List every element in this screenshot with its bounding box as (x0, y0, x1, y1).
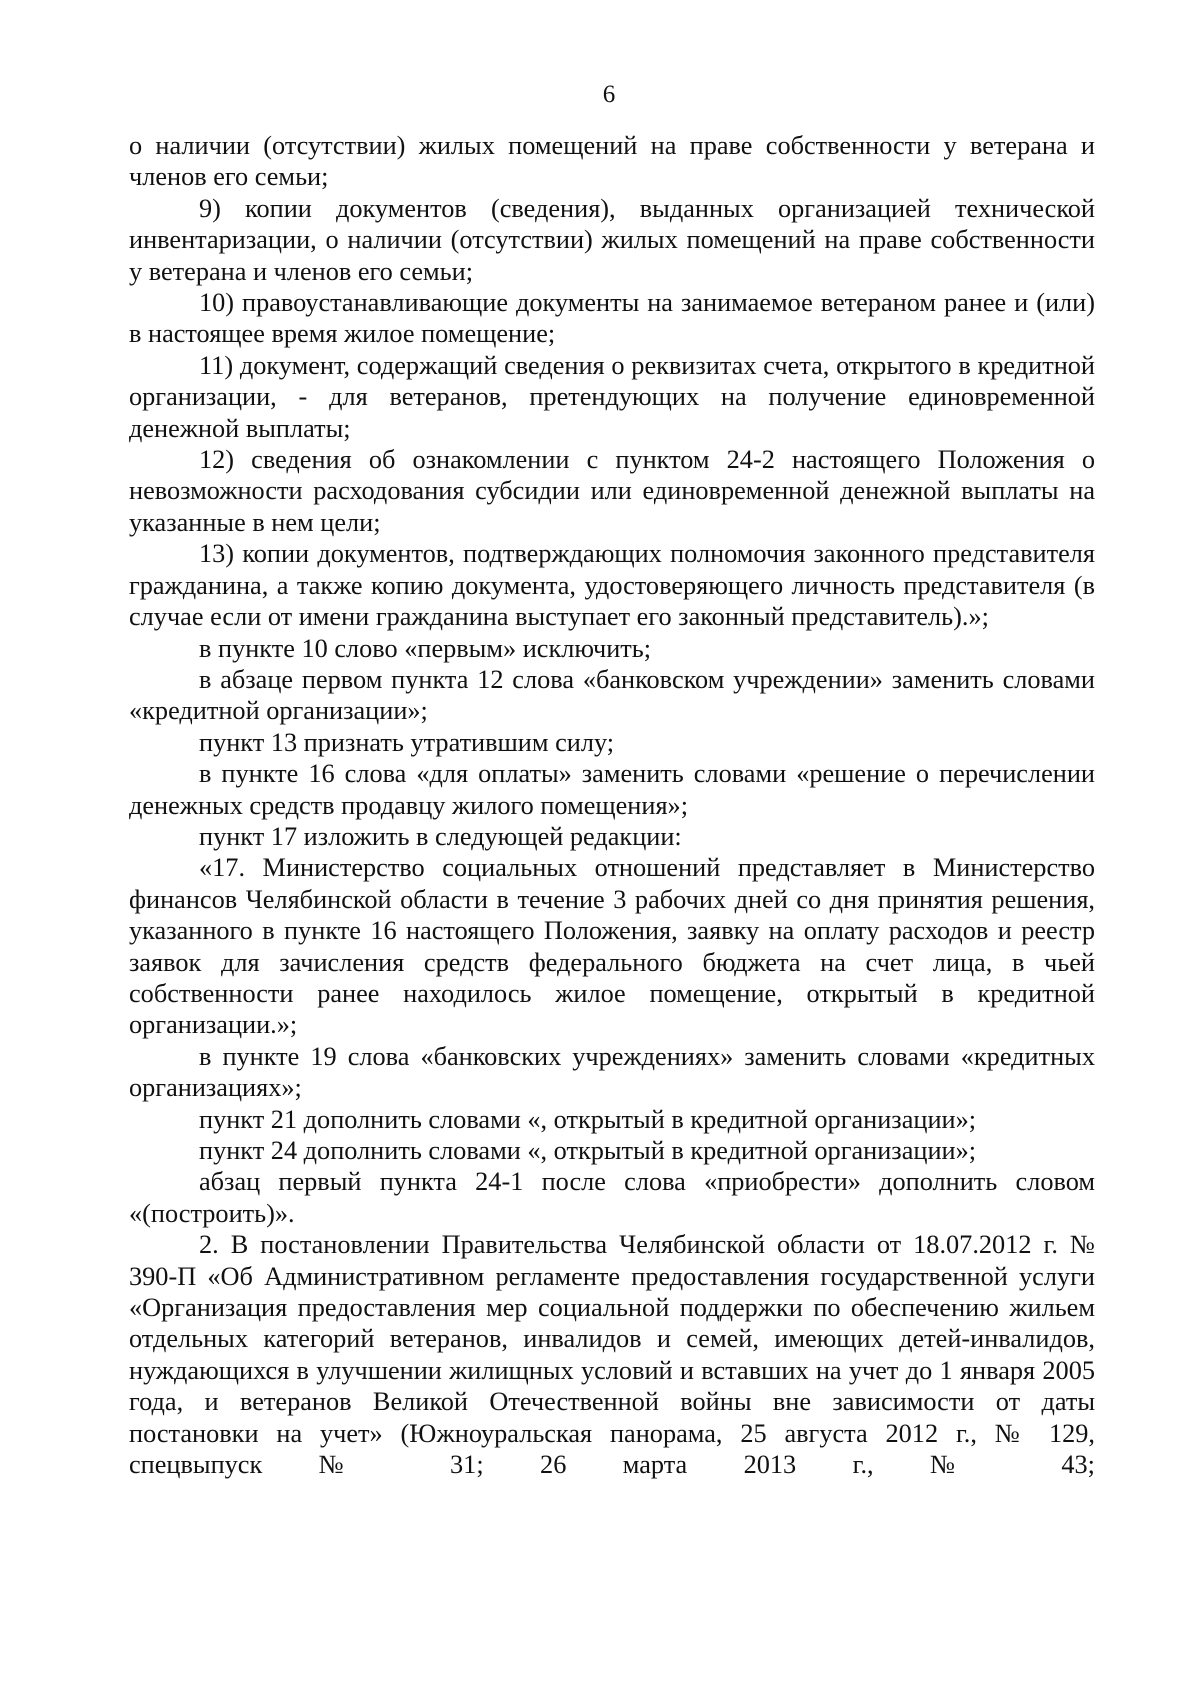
amendment-point-16: в пункте 16 слова «для оплаты» заменить словами «решение о перечислении денежных средств продавцу жилого помещения»; (129, 759, 1095, 820)
amendment-point-19: в пункте 19 слова «банковских учреждениях» заменить словами «кредитных организациях»; (129, 1041, 1095, 1103)
amendment-point-17-intro: пункт 17 изложить в следующей редакции: (199, 821, 682, 851)
amendment-point-24-1: абзац первый пункта 24-1 после слова «приобрести» дополнить словом «(построить)». (129, 1167, 1095, 1228)
point-17-new-text: «17. Министерство социальных отношений представляет в Министерство финансов Челябинской области в течение 3 рабочих дней со дня принятия решения, указанного в пункте 16 настоящего Положения, заявку на оплату расходов и реестр заявок для зачисления средств федерального бюджета на счет лица, в чьей собственности ранее находилось жилое помещение, открытый в кредитной организации.»; (129, 853, 1095, 1040)
document-body (129, 130, 1095, 1480)
list-item-11: 11) документ, содержащий сведения о реквизитах счета, открытого в кредитной организации, - для ветеранов, претендующих на получение единовременной денежной выплаты; (129, 350, 1095, 443)
amendment-point-10: в пункте 10 слово «первым» исключить; (199, 633, 652, 663)
amendment-point-21: пункт 21 дополнить словами «, открытый в кредитной организации»; (199, 1104, 977, 1134)
list-item-12: 12) сведения об ознакомлении с пунктом 24-2 настоящего Положения о невозможности расходования субсидии или единовременной денежной выплаты на указанные в нем цели; (129, 445, 1095, 537)
list-item-10: 10) правоустанавливающие документы на занимаемое ветераном ранее и (или) в настоящее время жилое помещение; (129, 288, 1095, 349)
list-item-9: 9) копии документов (сведения), выданных организацией технической инвентаризации, о наличии (отсутствии) жилых помещений на праве собственности у ветерана и членов его семьи; (129, 193, 1095, 286)
amendment-point-13: пункт 13 признать утратившим силу; (199, 727, 615, 757)
amendment-point-24: пункт 24 дополнить словами «, открытый в кредитной организации»; (199, 1136, 977, 1165)
paragraph-continuation: о наличии (отсутствии) жилых помещений на праве собственности у ветерана и членов его семьи; (129, 131, 1095, 192)
page-number: 6 (602, 81, 616, 108)
section-2-paragraph: 2. В постановлении Правительства Челябинской области от 18.07.2012 г. № 390-П «Об Административном регламенте предоставления государственной услуги «Организация предоставления мер социальной поддержки по обеспечению жильем отдельных категорий ветеранов, инвалидов и семей, имеющих детей-инвалидов, нуждающихся в улучшении жилищных условий и вставших на учет до 1 января 2005 года, и ветеранов Великой Отечественной войны вне зависимости от даты постановки на учет» (Южноуральская панорама, 25 августа 2012 г., № 129, спецвыпуск № 31; 26 марта 2013 г., № 43; (129, 1230, 1095, 1480)
list-item-13: 13) копии документов, подтверждающих полномочия законного представителя гражданина, а также копию документа, удостоверяющего личность представителя (в случае если от имени гражданина выступает его законный представитель).»; (129, 539, 1095, 632)
amendment-point-12: в абзаце первом пункта 12 слова «банковском учреждении» заменить словами «кредитной организации»; (129, 664, 1095, 726)
